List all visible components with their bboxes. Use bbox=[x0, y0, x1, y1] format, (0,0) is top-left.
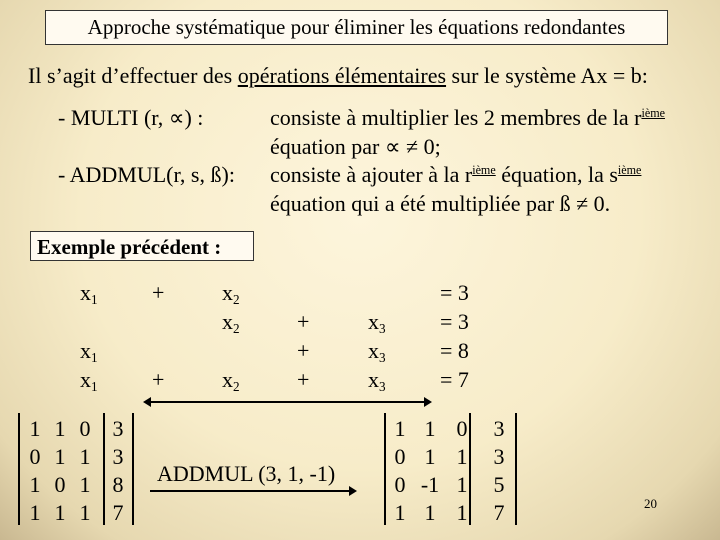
equation-term bbox=[80, 367, 98, 395]
matrix-cell: 1 bbox=[29, 500, 41, 525]
op-addmul-name: - ADDMUL(r, s, ß): bbox=[58, 162, 235, 187]
operation-label: ADDMUL (3, 1, -1) bbox=[157, 461, 336, 486]
equation-term bbox=[297, 367, 309, 393]
term: + bbox=[297, 338, 310, 363]
intro-before: Il s’agit d’effectuer des bbox=[28, 63, 238, 88]
op-addmul-desc2: équation qui a été multipliée par ß ≠ 0. bbox=[270, 191, 611, 216]
example-label: Exemple précédent : bbox=[30, 231, 254, 261]
matrix-right-bar bbox=[384, 413, 386, 525]
term: + bbox=[297, 309, 310, 334]
matrix-cell: 1 bbox=[79, 472, 91, 497]
matrix-cell: 0 bbox=[54, 472, 66, 497]
matrix-cell: 3 bbox=[112, 444, 124, 469]
matrix-cell: 1 bbox=[394, 500, 406, 525]
equation-term bbox=[440, 309, 469, 335]
double-arrow bbox=[145, 401, 430, 403]
matrix-left-separator bbox=[103, 413, 105, 525]
sup: ième bbox=[472, 163, 496, 177]
page-number: 20 bbox=[644, 496, 657, 511]
subscript: 1 bbox=[91, 350, 98, 365]
matrix-cell: 7 bbox=[112, 500, 124, 525]
term: x bbox=[222, 367, 233, 392]
subscript: 3 bbox=[379, 379, 386, 394]
matrix-cell: 0 bbox=[29, 444, 41, 469]
text: équation, la s bbox=[495, 162, 618, 187]
subscript: 2 bbox=[233, 292, 240, 307]
matrix-right-separator bbox=[469, 413, 471, 525]
op-addmul-desc1 bbox=[270, 162, 641, 188]
matrix-cell: 1 bbox=[456, 500, 468, 525]
equation-term bbox=[222, 280, 240, 308]
equation-term bbox=[440, 367, 469, 393]
matrix-cell: 0 bbox=[79, 416, 91, 441]
matrix-cell: 1 bbox=[79, 500, 91, 525]
slide-title: Approche systématique pour éliminer les équations redondantes bbox=[45, 10, 668, 45]
term: = 3 bbox=[440, 280, 469, 305]
matrix-cell: 1 bbox=[79, 444, 91, 469]
intro-after: sur le système Ax = b: bbox=[446, 63, 648, 88]
equation-term bbox=[222, 309, 240, 337]
equation-term bbox=[368, 309, 386, 337]
intro-text bbox=[28, 63, 648, 89]
equation-term bbox=[222, 367, 240, 395]
matrix-cell: 1 bbox=[424, 444, 436, 469]
term: x bbox=[368, 367, 379, 392]
matrix-cell: 0 bbox=[394, 472, 406, 497]
op-multi-name: - MULTI (r, ∝) : bbox=[58, 105, 204, 130]
matrix-cell: 1 bbox=[54, 444, 66, 469]
op-multi-desc1 bbox=[270, 105, 665, 131]
equation-term bbox=[152, 367, 164, 393]
term: + bbox=[297, 367, 310, 392]
intro-underlined: opérations élémentaires bbox=[237, 63, 447, 88]
matrix-cell: 1 bbox=[29, 472, 41, 497]
term: x bbox=[80, 280, 91, 305]
matrix-cell: 7 bbox=[493, 500, 505, 525]
matrix-left-bar bbox=[18, 413, 20, 525]
equation-term bbox=[80, 280, 98, 308]
matrix-cell: 5 bbox=[493, 472, 505, 497]
subscript: 1 bbox=[91, 292, 98, 307]
op-multi-desc2: équation par ∝ ≠ 0; bbox=[270, 134, 441, 159]
matrix-cell: -1 bbox=[420, 472, 440, 497]
sup: ième bbox=[641, 106, 665, 120]
matrix-cell: 1 bbox=[424, 500, 436, 525]
matrix-cell: 1 bbox=[29, 416, 41, 441]
matrix-cell: 1 bbox=[456, 472, 468, 497]
matrix-cell: 1 bbox=[394, 416, 406, 441]
matrix-left-bar bbox=[132, 413, 134, 525]
equation-term bbox=[152, 280, 164, 306]
equation-term bbox=[368, 338, 386, 366]
matrix-cell: 0 bbox=[456, 416, 468, 441]
equation-term bbox=[297, 338, 309, 364]
subscript: 1 bbox=[91, 379, 98, 394]
term: x bbox=[222, 280, 233, 305]
subscript: 2 bbox=[233, 321, 240, 336]
matrix-cell: 3 bbox=[493, 416, 505, 441]
matrix-cell: 3 bbox=[112, 416, 124, 441]
text: consiste à multiplier les 2 membres de la r bbox=[270, 105, 642, 130]
operation-arrow bbox=[150, 490, 355, 492]
matrix-cell: 8 bbox=[112, 472, 124, 497]
matrix-cell: 0 bbox=[394, 444, 406, 469]
text: consiste à ajouter à la r bbox=[270, 162, 473, 187]
term: x bbox=[368, 309, 379, 334]
matrix-cell: 3 bbox=[493, 444, 505, 469]
matrix-cell: 1 bbox=[456, 444, 468, 469]
term: x bbox=[80, 338, 91, 363]
subscript: 3 bbox=[379, 321, 386, 336]
term: = 7 bbox=[440, 367, 469, 392]
term: x bbox=[222, 309, 233, 334]
equation-term bbox=[297, 309, 309, 335]
term: x bbox=[368, 338, 379, 363]
subscript: 3 bbox=[379, 350, 386, 365]
matrix-cell: 1 bbox=[54, 500, 66, 525]
subscript: 2 bbox=[233, 379, 240, 394]
sup: ième bbox=[617, 163, 642, 177]
equation-term bbox=[440, 280, 469, 306]
term: + bbox=[152, 367, 165, 392]
term: x bbox=[80, 367, 91, 392]
equation-term bbox=[440, 338, 469, 364]
matrix-right-bar bbox=[515, 413, 517, 525]
term: + bbox=[152, 280, 165, 305]
term: = 3 bbox=[440, 309, 469, 334]
equation-term bbox=[80, 338, 98, 366]
matrix-cell: 1 bbox=[424, 416, 436, 441]
matrix-cell: 1 bbox=[54, 416, 66, 441]
term: = 8 bbox=[440, 338, 469, 363]
equation-term bbox=[368, 367, 386, 395]
